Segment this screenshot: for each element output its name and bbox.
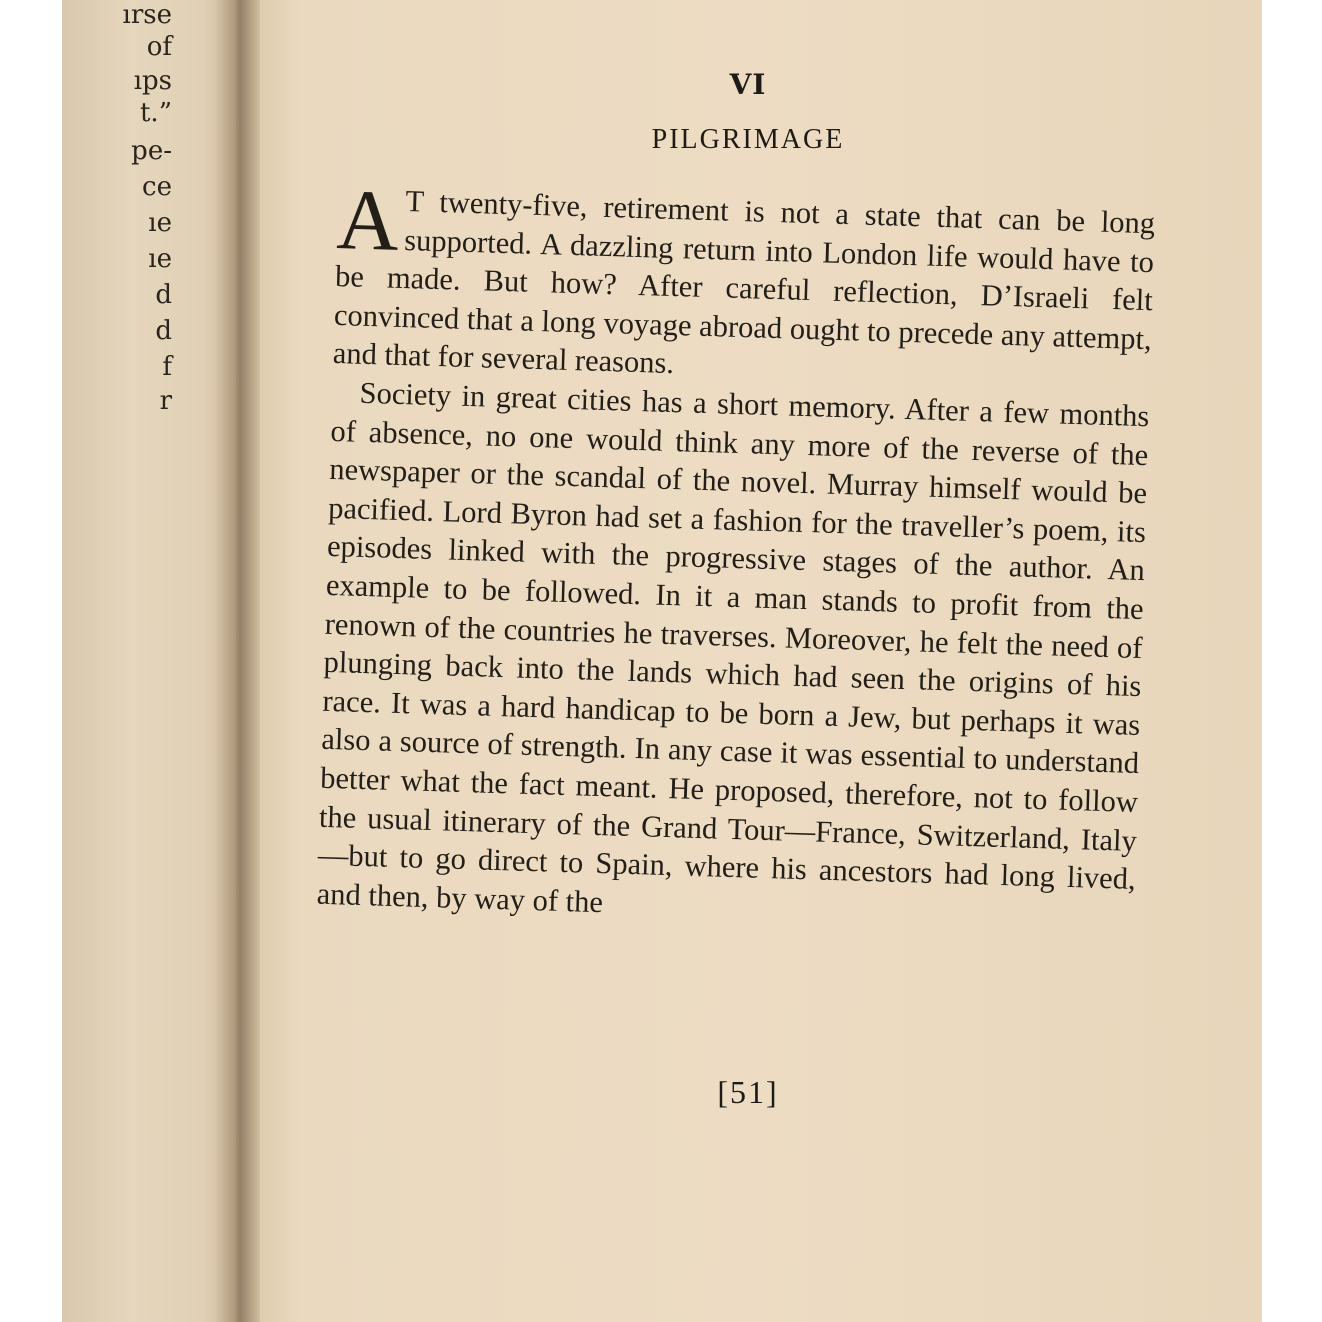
paragraph <box>332 171 1156 397</box>
left-page <box>62 0 238 1322</box>
left-fragment: ırse <box>122 0 172 30</box>
paragraph-text: Society in great cities has a short memory. After a few months of absence, no one would think any more of the reverse of the newspaper or the scandal of the novel. Murray himself would be pacified. Lord Byron had set a fashion for the traveller’s poem, its episodes linked with the progressive stages of the author. An example to be followed. In it a man stands to profit from the renown of the countries he traverses. Moreover, he felt the need of plunging back into the lands which had seen the origins of his race. It was a hard handicap to be born a Jew, but perhaps it was also a source of strength. In any case it was essential to understand better what the fact meant. He proposed, therefore, not to follow the usual itinerary of the Grand Tour—France, Switzerland, Italy—but to go direct to Spain, where his ancestors had long lived, and then, by way of the <box>316 375 1150 919</box>
paragraph <box>316 373 1150 937</box>
left-fragment: ce <box>142 172 172 202</box>
left-fragment: d <box>155 316 172 346</box>
left-fragment: pe- <box>131 136 172 166</box>
chapter-title: PILGRIMAGE <box>651 124 845 155</box>
chapter-number: VI <box>729 68 767 101</box>
left-fragment: d <box>155 280 172 310</box>
left-fragment: f <box>162 352 172 382</box>
left-fragment: r <box>159 386 172 416</box>
left-fragment: ıe <box>148 208 172 238</box>
page-number: [51] <box>717 1074 779 1110</box>
left-fragment: ıps <box>133 66 172 96</box>
paragraph-text: T twenty-five, retirement is not a state that can be long supported. A dazzling return into London life would have to be made. But how? After careful reflection, D’Israeli felt convinced that a long voyage abroad ought to precede any attempt, and that for several reasons. <box>332 184 1156 381</box>
right-page <box>238 0 1262 1322</box>
left-fragment: ıe <box>148 244 172 274</box>
book-gutter-shadow <box>215 0 260 1322</box>
background-edge <box>1262 0 1322 1322</box>
left-fragment: of <box>146 32 172 62</box>
chapter-body <box>316 171 1156 937</box>
left-fragment: t.” <box>139 98 172 128</box>
drop-cap: A <box>335 171 401 269</box>
